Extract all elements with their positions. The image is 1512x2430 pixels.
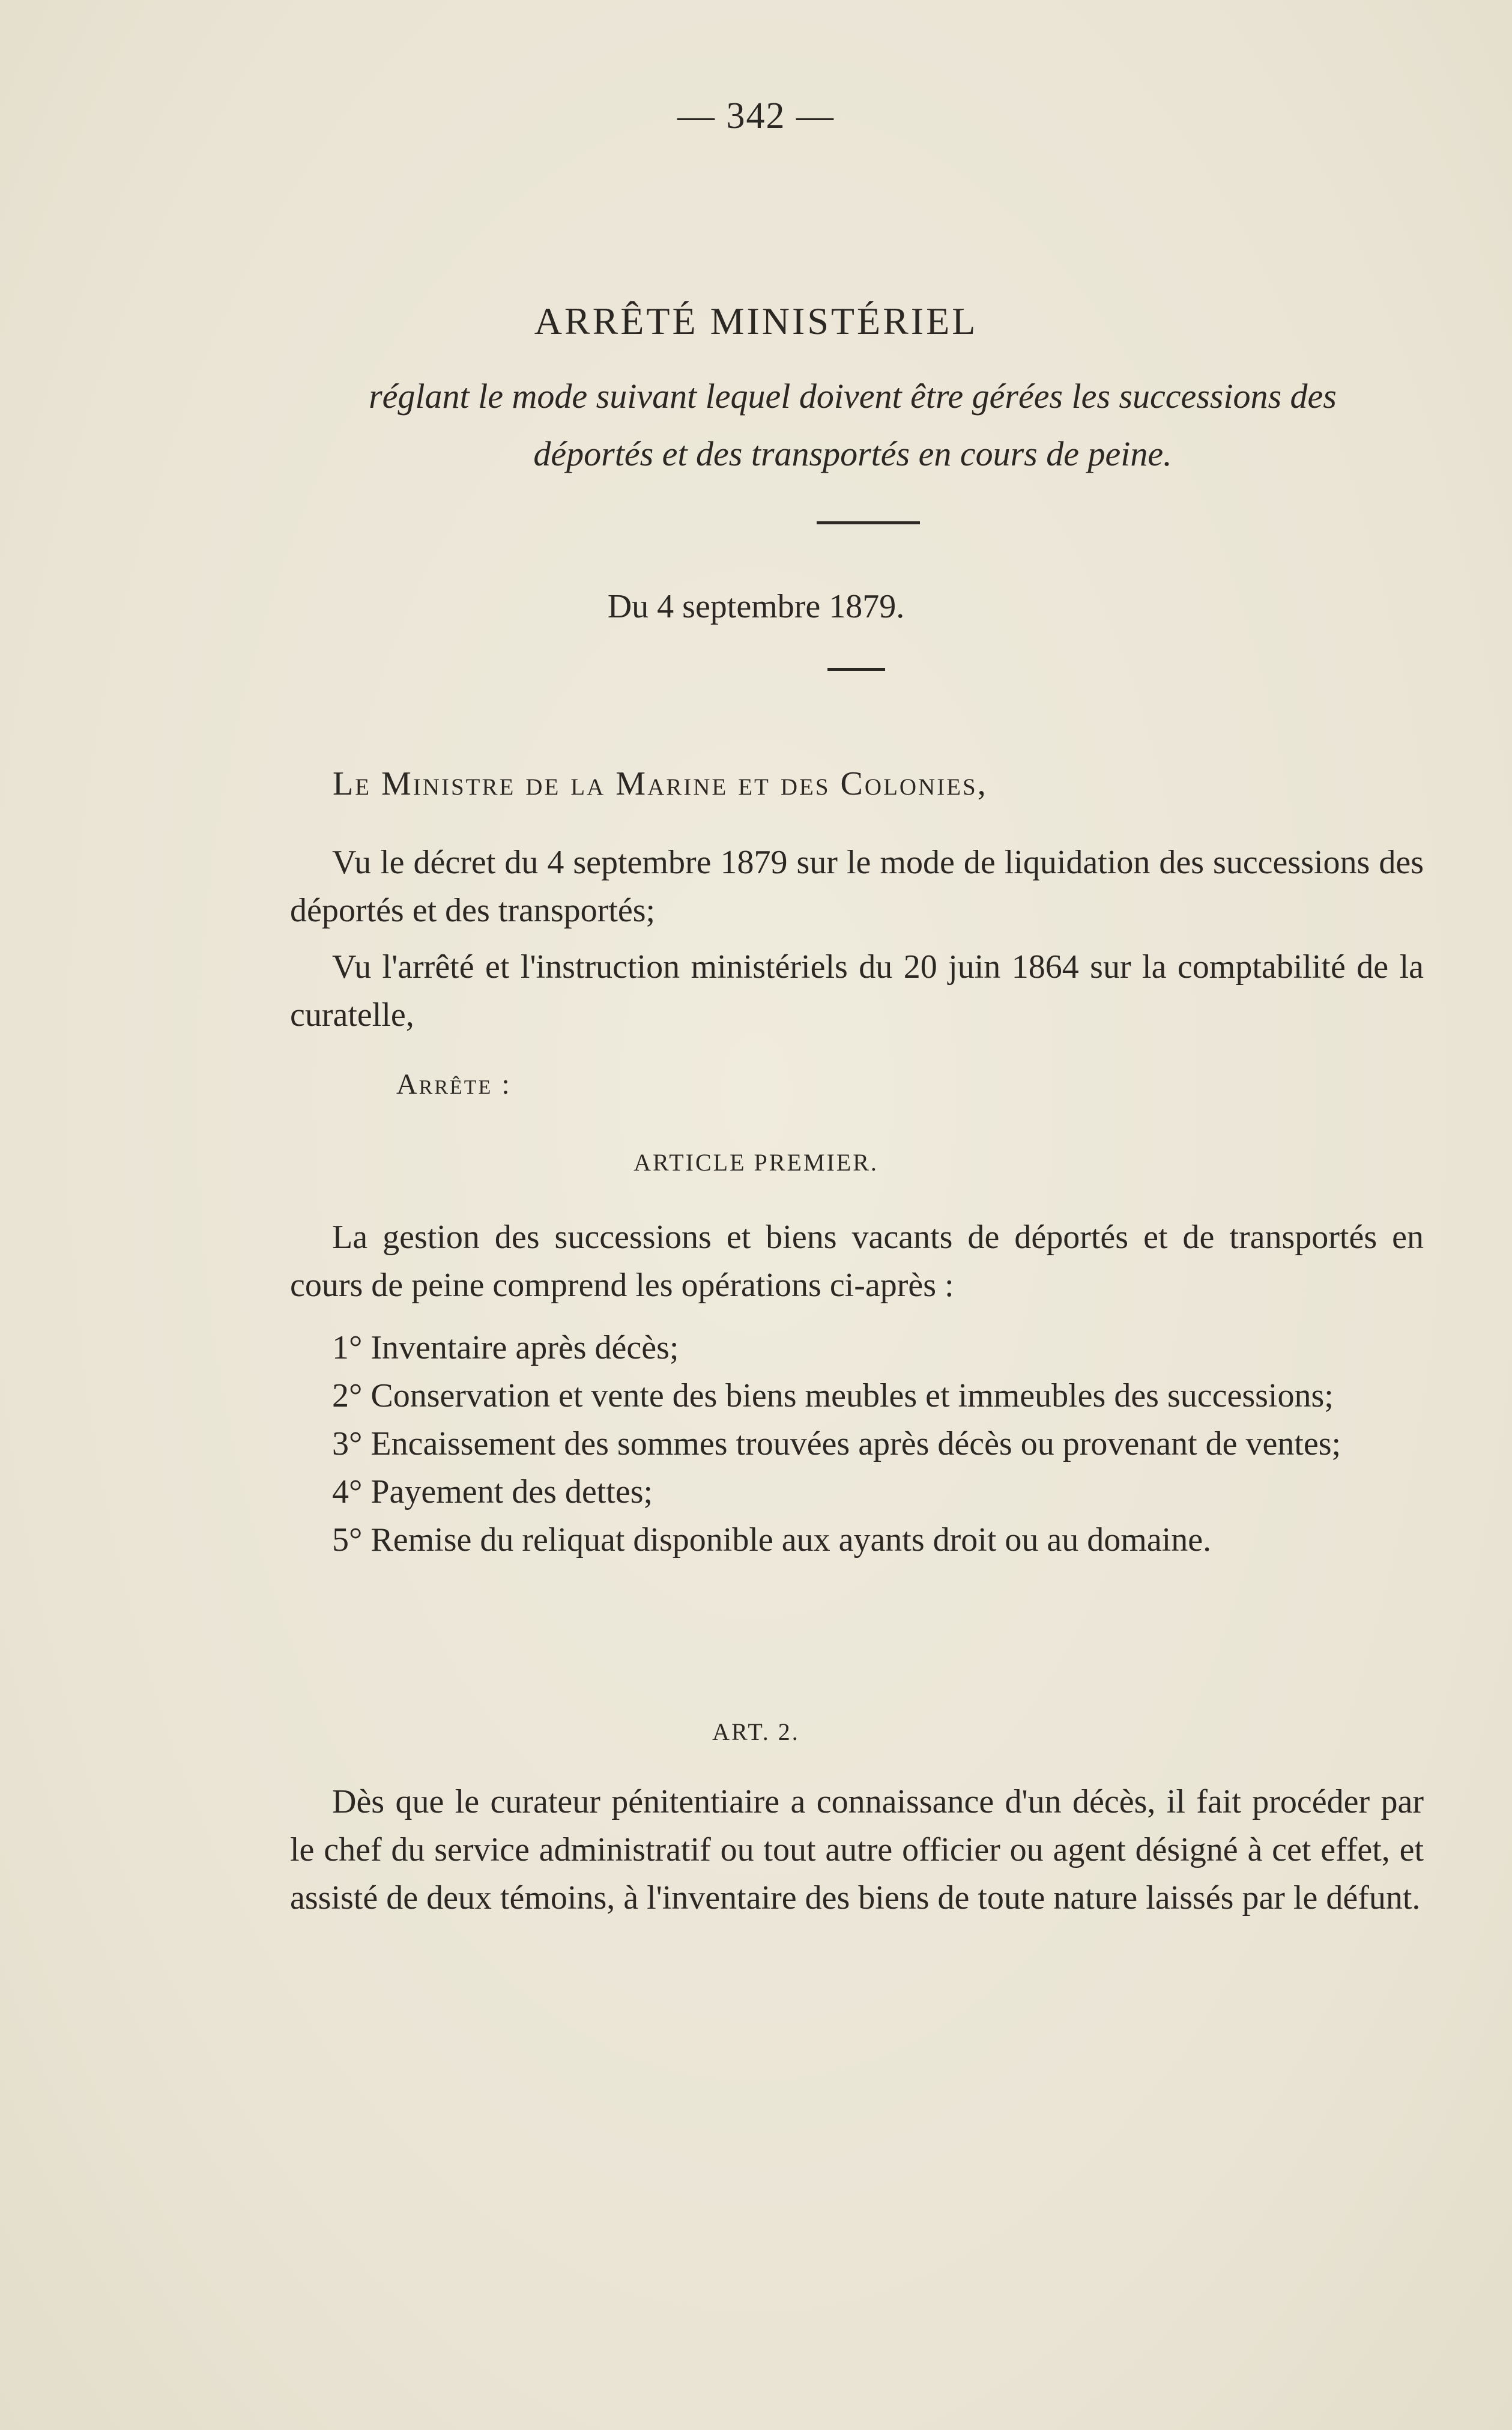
list-item: 3° Encaissement des sommes trouvées après décès ou provenant de ventes;: [332, 1425, 1341, 1462]
subtitle: réglant le mode suivant lequel doivent être gérées les successions des déportés et des transportés en cours de peine.: [369, 377, 1337, 473]
page-number: — 342 —: [677, 95, 835, 136]
article-paragraph: La gestion des successions et biens vacants de déportés et de transportés en cours de peine comprend les opérations ci-après :: [290, 1219, 1424, 1304]
minister-heading: Le Ministre de la Marine et des Colonies,: [333, 765, 988, 802]
operations-list: [290, 1324, 1424, 1564]
vu-paragraph: Vu l'arrêté et l'instruction ministériels du 20 juin 1864 sur la comptabilité de la curatelle,: [290, 948, 1424, 1034]
article-2-body: [290, 1778, 1424, 1930]
list-item: 4° Payement des dettes;: [332, 1473, 653, 1510]
article-1-intro: [290, 1213, 1424, 1318]
article-paragraph: Dès que le curateur pénitentiaire a connaissance d'un décès, il fait procéder par le chef du service administratif ou tout autre officier ou agent désigné à cet effet, et assisté de deux témoins, à l'inventaire des biens de toute nature laissés par le défunt.: [290, 1783, 1424, 1916]
list-item: 2° Conservation et vente des biens meubles et immeubles des successions;: [332, 1377, 1334, 1414]
vu-section: [290, 838, 1424, 1047]
list-item: 5° Remise du reliquat disponible aux ayants droit ou au domaine.: [332, 1521, 1212, 1559]
decree-date: Du 4 septembre 1879.: [607, 588, 905, 625]
vu-paragraph: Vu le décret du 4 septembre 1879 sur le mode de liquidation des successions des déportés et des transportés;: [290, 844, 1424, 929]
article-heading: ARTICLE PREMIER.: [634, 1149, 878, 1176]
arrete-label: Arrête :: [396, 1068, 512, 1100]
list-item: 1° Inventaire après décès;: [332, 1329, 679, 1366]
article-heading: ART. 2.: [712, 1718, 800, 1745]
divider-rule: [817, 521, 920, 524]
divider-rule: [827, 668, 885, 671]
page-title: ARRÊTÉ MINISTÉRIEL: [534, 300, 978, 342]
